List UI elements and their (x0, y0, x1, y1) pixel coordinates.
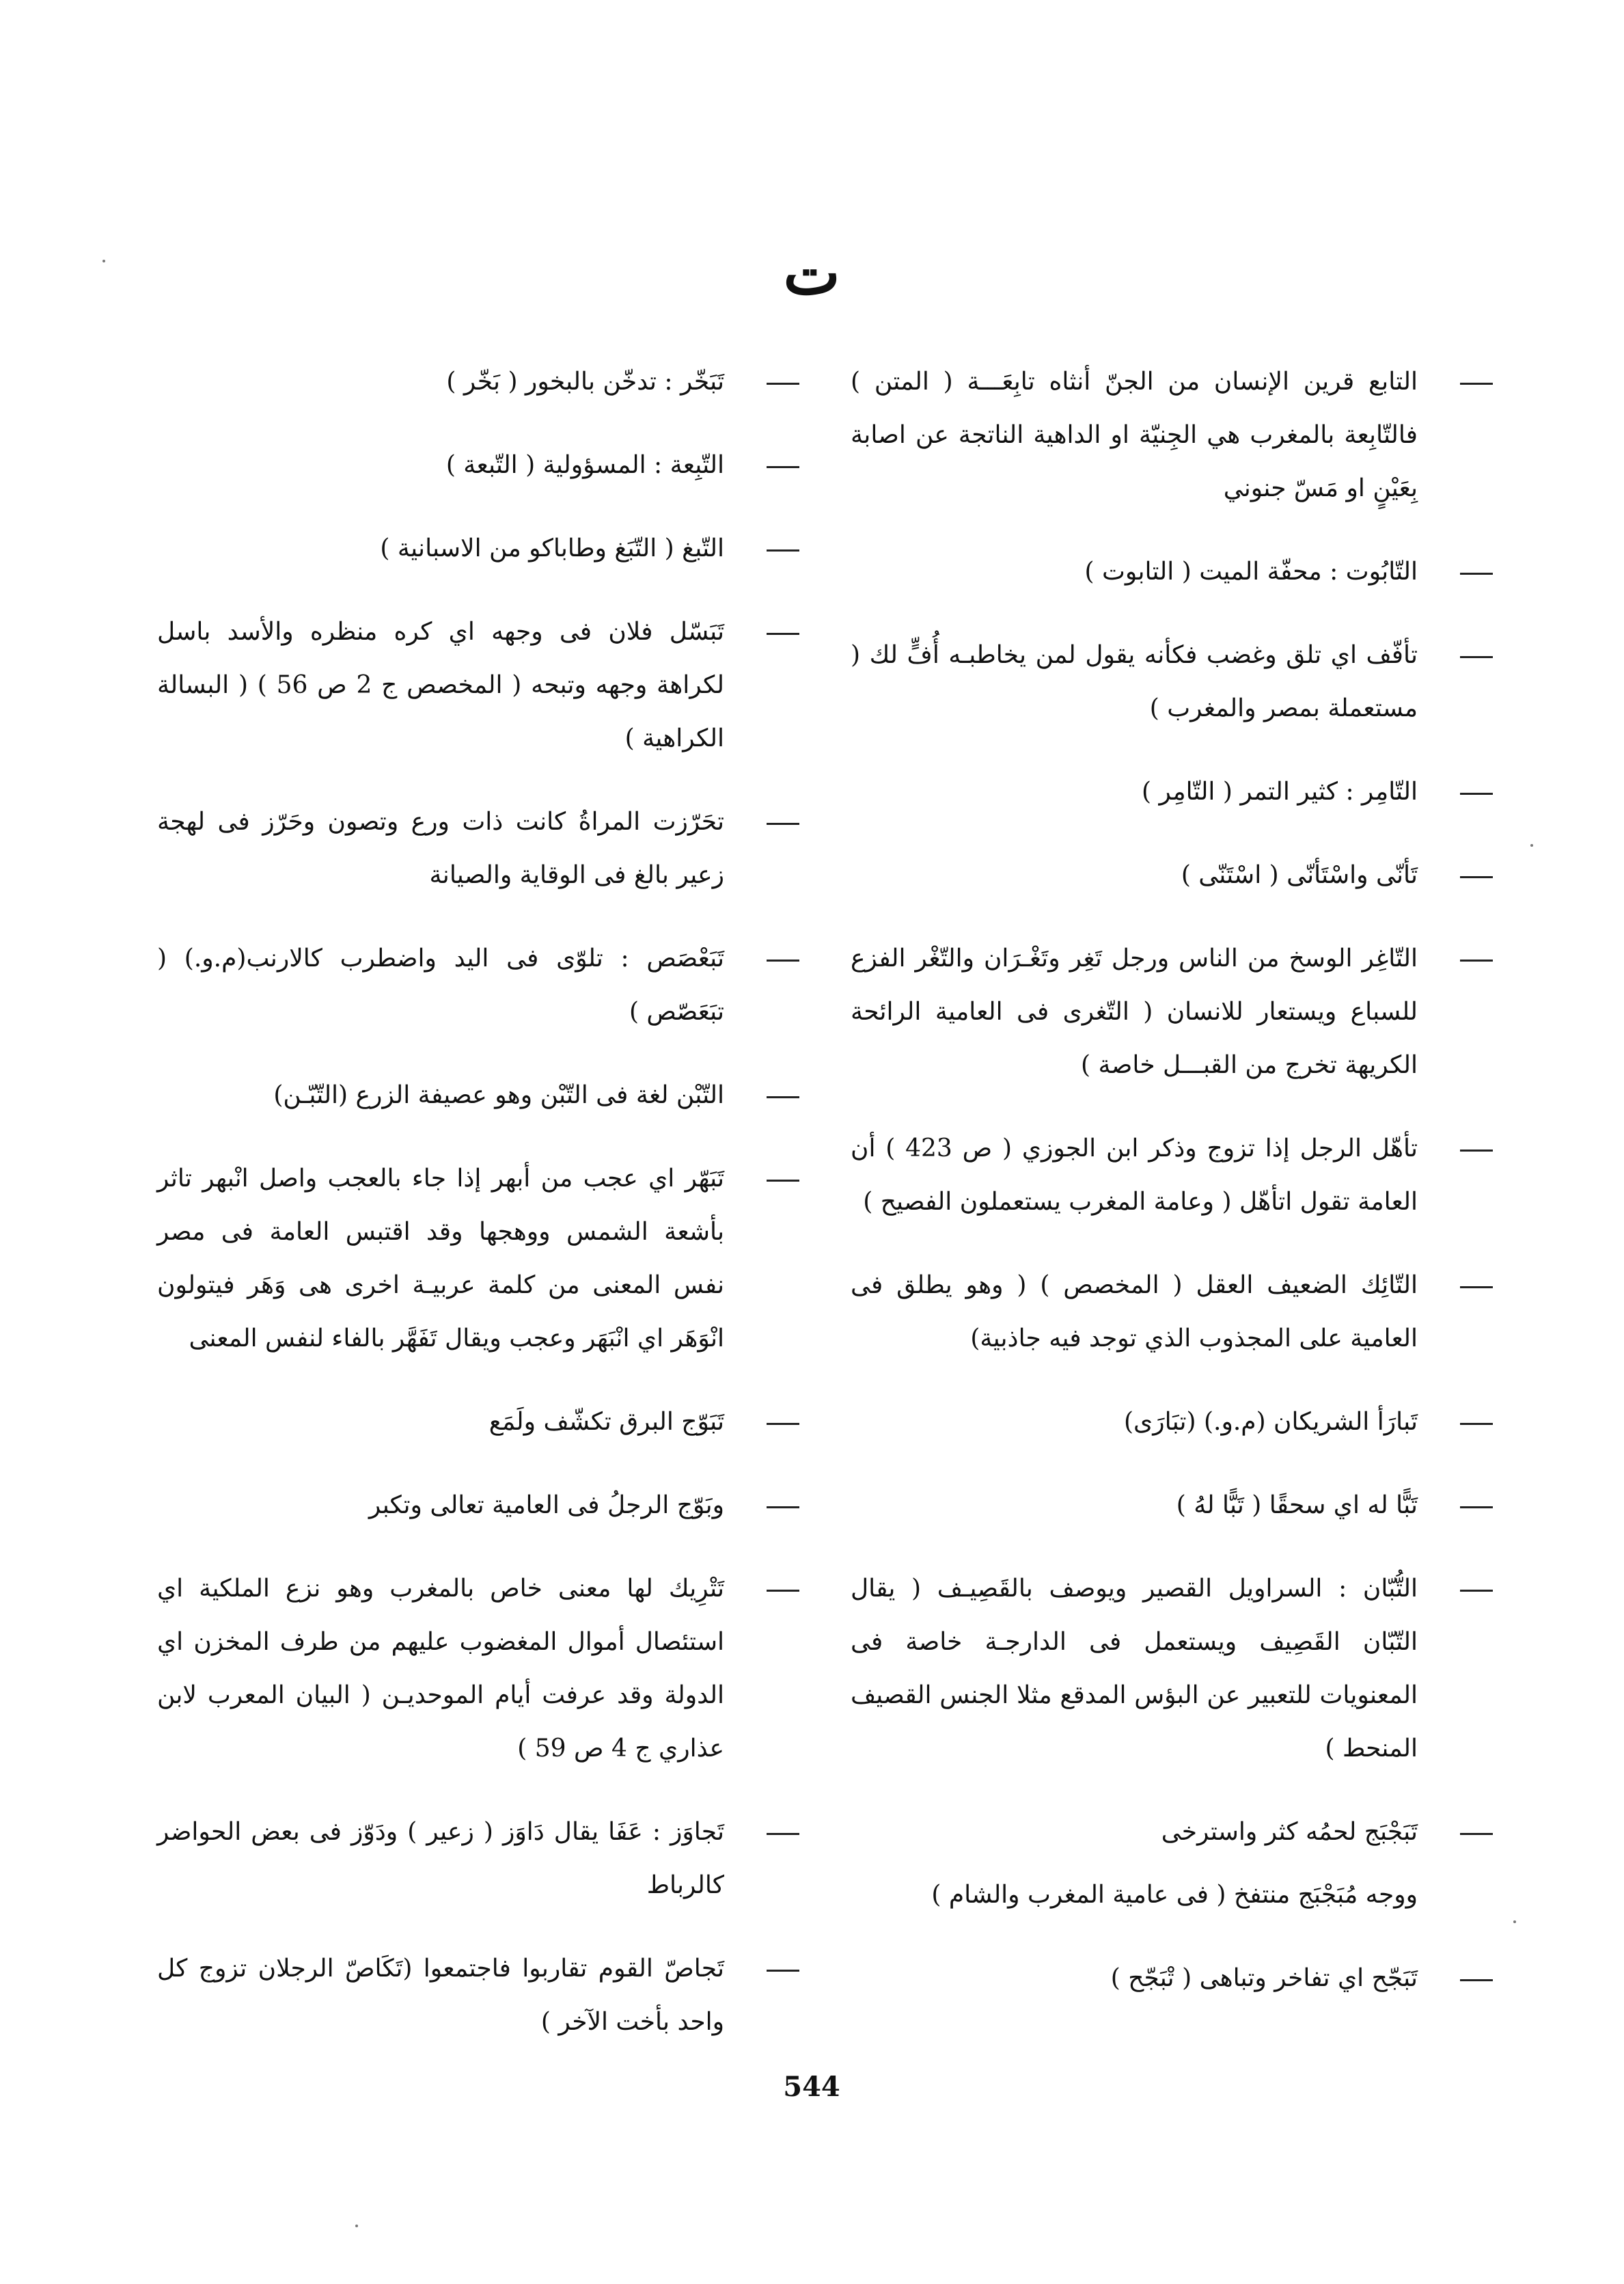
scan-speck (102, 260, 105, 262)
dictionary-entry: تَبَجْبَج لحمُه كثر واسترخى (851, 1806, 1493, 1859)
dictionary-entry: تَبارَأ الشريكان (م.و.) (تبَارَى) (851, 1396, 1493, 1449)
dictionary-entry: وبَوّج الرجلُ فى العامية تعالى وتكبر (157, 1479, 799, 1532)
dictionary-entry: تأفّف اي تلق وغضب فكأنه يقول لمن يخاطبـه أُفٍّ لك ( مستعملة بمصر والمغرب ) (851, 629, 1493, 735)
scan-speck (1513, 1920, 1516, 1923)
dictionary-entry: تَجاوَز : عَفَا يقال دَاوَز ( زعير ) ودَوّز فى بعض الحواضر كالرباط (157, 1806, 799, 1912)
dictionary-entry: التُّبّان : السراويل القصير ويوصف بالقَصِيـف ( يقال التّبّان القَصِيف ويستعمل فى الدارجـة خاصة فى المعنويات للتعبير عن البؤس المدقع مثلا الجنس القصيف المنحط ) (851, 1562, 1493, 1776)
dictionary-entry: تَبَعْصَص : تلوّى فى اليد واضطرب كالارنب(م.و.) ( تبَعَصّص ) (157, 932, 799, 1039)
dictionary-entry: التّبْن لغة فى التّبْن وهو عصيفة الزرع (التّبّـن) (157, 1069, 799, 1122)
dictionary-entry: ووجه مُبَجْبَج منتفخ ( فى عامية المغرب والشام ) (931, 1881, 1418, 1909)
dictionary-entry: تَبَخّر : تدخّن بالبخور ( بَخّر ) (157, 355, 799, 409)
dictionary-entry: تَتْرِيك لها معنى خاص بالمغرب وهو نزع الملكية اي استئصال أموال المغضوب عليهم من طرف المخزن اي الدولة وقد عرفت أيام الموحديـن ( البيان المعرب لابن عذاري ج 4 ص 59 ) (157, 1562, 799, 1776)
dictionary-entry: تحَرّزت المراةُ كانت ذات ورع وتصون وحَرّز فى لهجة زعير بالغ فى الوقاية والصيانة (157, 796, 799, 902)
dictionary-entry: تَبَهّر اي عجب من أبهر إذا جاء بالعجب واصل انْبهر تاثر بأشعة الشمس ووهجها وقد اقتبس العامة فى مصر نفس المعنى من كلمة عربيـة اخرى هى وَهَر فيتولون انْوَهَر اي انْبَهَر وعجب ويقال تَفَهَّر بالفاء لنفس المعنى (157, 1152, 799, 1365)
right-column (851, 355, 1493, 2035)
dictionary-entry: التّامِر : كثير التمر ( التّامِر ) (851, 765, 1493, 819)
dictionary-entry: التّائِك الضعيف العقل ( المخصص ) ( وهو يطلق فى العامية على المجذوب الذي توجد فيه جاذبية) (851, 1259, 1493, 1365)
dictionary-entry: تَبَجّح اي تفاخر وتباهى ( تْبَجّح ) (851, 1952, 1493, 2005)
dictionary-entry: التّاغِر الوسخ من الناس ورجل تَغِر وتَغْـرَان والتّغْر الفزع للسباع ويستعار للانسان ( التّغرى فى العامية الرائحة الكريهة تخرج من القبـــل خاصة ) (851, 932, 1493, 1092)
dictionary-entry: التابع قرين الإنسان من الجنّ أنثاه تابِعَـــة ( المتن ) فالتّابِعة بالمغرب هي الجِنيّة او الداهية الناتجة عن اصابة بِعَيْنٍ او مَسّ جنوني (851, 355, 1493, 515)
page-number: 544 (783, 2071, 840, 2103)
dictionary-entry: تَأنّى واسْتَأنّى ( اسْتَنّى ) (851, 849, 1493, 902)
dictionary-entry: تَجاصّ القوم تقاربوا فاجتمعوا (تَكَاصّ الرجلان تزوج كل واحد بأخت الآخر ) (157, 1942, 799, 2049)
left-column (157, 355, 799, 2079)
dictionary-entry: تَبَسّل فلان فى وجهه اي كره منظره والأسد باسل لكراهة وجهه وتبحه ( المخصص ج 2 ص 56 ) ( البسالة الكراهية ) (157, 606, 799, 765)
scan-speck (1530, 844, 1533, 847)
dictionary-entry: التّبِعة : المسؤولية ( التّبعة ) (157, 439, 799, 492)
dictionary-entry: تَبًّا له اي سحقًا ( تَبًّا لهُ ) (851, 1479, 1493, 1532)
dictionary-entry: تأهّل الرجل إذا تزوج وذكر ابن الجوزي ( ص 423 ) أن العامة تقول اتأهّل ( وعامة المغرب يستعملون الفصيح ) (851, 1122, 1493, 1229)
dictionary-entry: التّابُوت : محفّة الميت ( التابوت ) (851, 545, 1493, 599)
scan-speck (355, 2225, 358, 2227)
section-letter: ت (783, 237, 840, 308)
dictionary-entry: التّبغ ( التّبَغ وطاباكو من الاسبانية ) (157, 522, 799, 575)
dictionary-entry: تَبَوّج البرق تكشّف ولَمَع (157, 1396, 799, 1449)
